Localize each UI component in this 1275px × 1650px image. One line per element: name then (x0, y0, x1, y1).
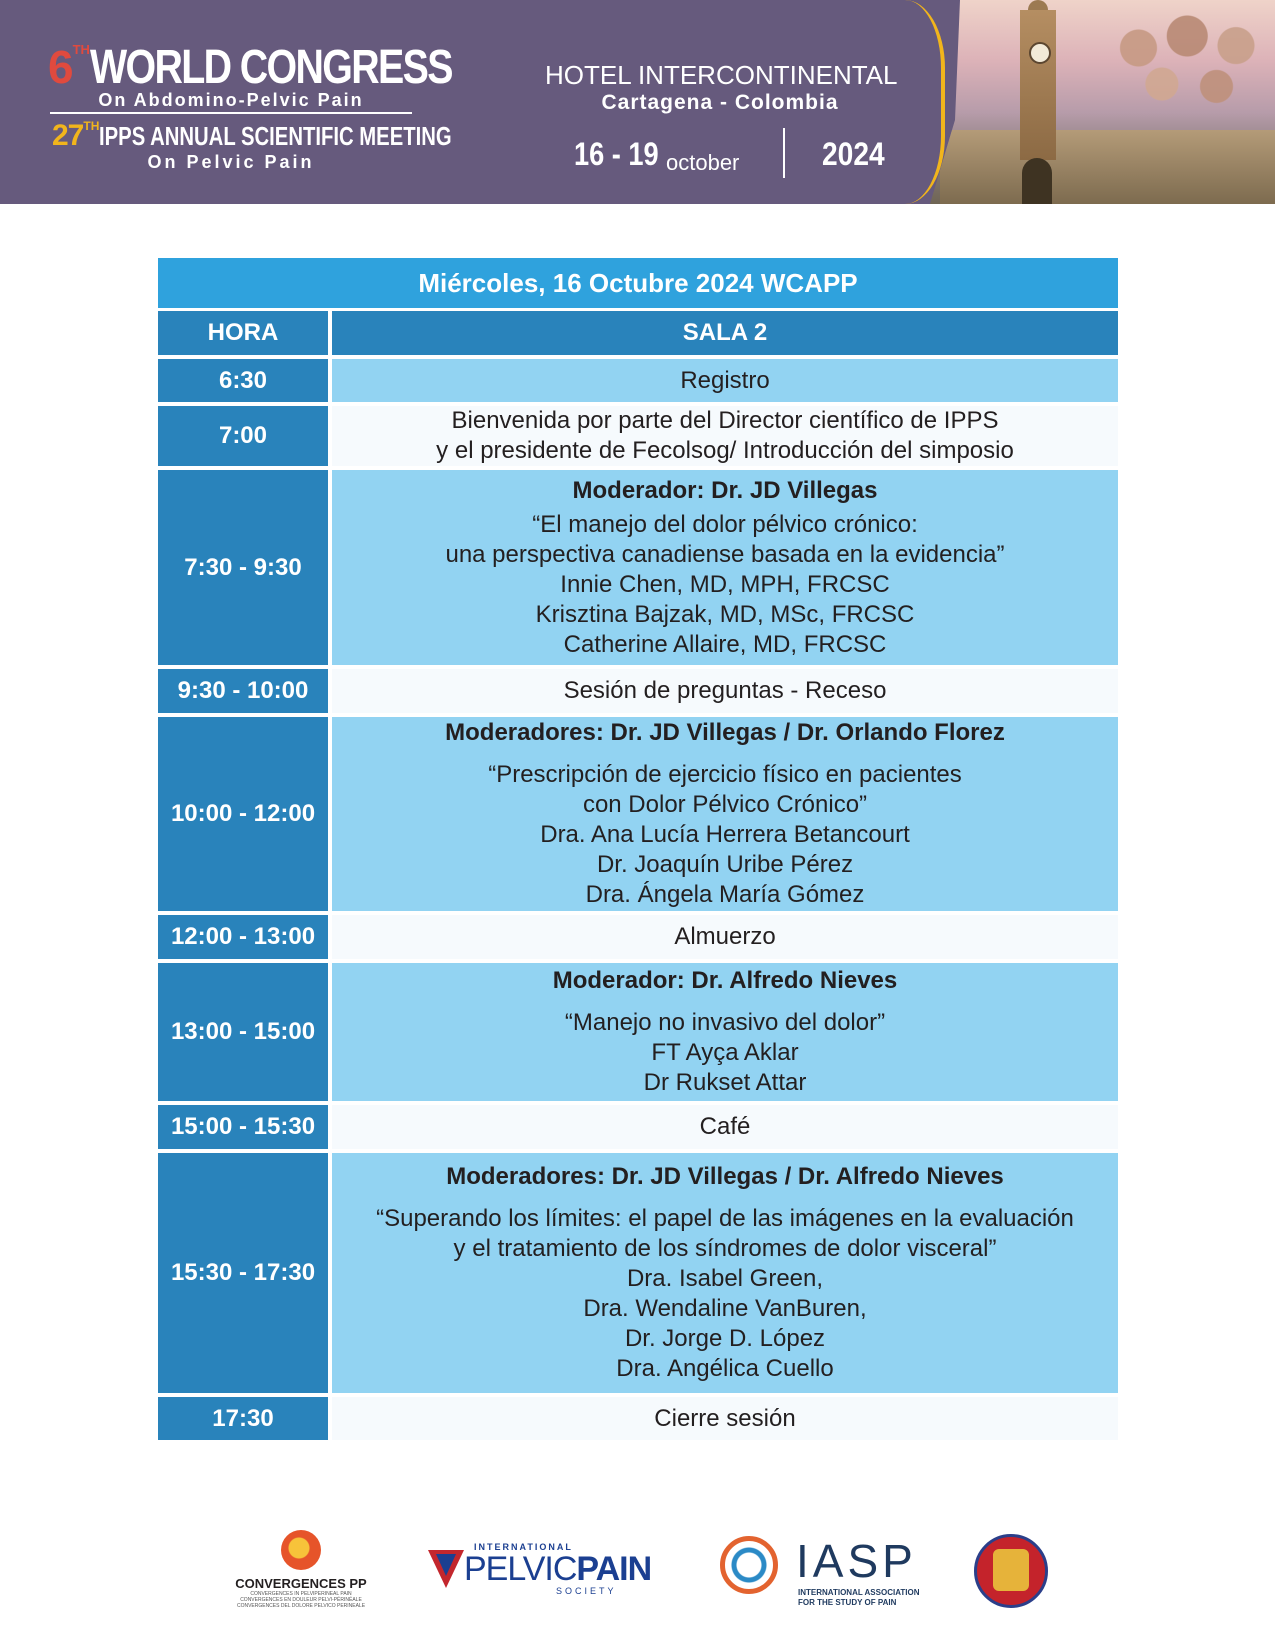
venue-block (545, 60, 898, 115)
schedule-title: Miércoles, 16 Octubre 2024 WCAPP (158, 258, 1118, 308)
convergences-subline: CONVERGENCES DEL DOLORE PELVICO PERINEALE (236, 1603, 366, 1609)
congress-subtitle: On Abdomino-Pelvic Pain (50, 90, 412, 114)
session-title-line: con Dolor Pélvico Crónico” (582, 791, 868, 818)
meeting-number: 27 (52, 119, 84, 152)
row-content (332, 1153, 1118, 1393)
row-time: 17:30 (158, 1397, 328, 1440)
row-time: 7:00 (158, 406, 328, 466)
table-row (158, 406, 1118, 466)
speaker: Dr Rukset Attar (643, 1069, 807, 1096)
iasp-acronym: IASP (796, 1535, 917, 1587)
table-row (158, 1397, 1118, 1440)
speaker: Dra. Wendaline VanBuren, (583, 1295, 867, 1322)
event-dates (574, 136, 740, 175)
clock-icon (1029, 42, 1051, 64)
photo-city-wall (940, 130, 1275, 204)
table-row (158, 359, 1118, 402)
ipps-pain: PAIN (576, 1550, 652, 1588)
row-time: 15:00 - 15:30 (158, 1105, 328, 1149)
header-accent-curve (905, 0, 945, 204)
column-header-room: SALA 2 (332, 311, 1118, 355)
ipps-logo (428, 1542, 652, 1602)
session-moderator: Moderador: Dr. Alfredo Nieves (552, 967, 898, 994)
convergences-subline: CONVERGENCES IN PELVIPERINEAL PAIN (250, 1591, 352, 1597)
congress-number: 6 (48, 41, 73, 93)
row-time: 10:00 - 12:00 (158, 717, 328, 911)
ipps-international: INTERNATIONAL (474, 1542, 573, 1552)
session-title-line: una perspectiva canadiense basada en la evidencia” (445, 540, 1005, 568)
table-row (158, 963, 1118, 1101)
schedule-table (158, 258, 1118, 1444)
iasp-fullname-line: INTERNATIONAL ASSOCIATION (798, 1588, 920, 1597)
session-title-line: “Prescripción de ejercicio físico en pacientes (488, 761, 962, 788)
photo-clock-tower (1020, 10, 1056, 160)
session-title-line: “Manejo no invasivo del dolor” (564, 1009, 886, 1036)
event-header (0, 0, 1275, 204)
schedule-header-row (158, 311, 1118, 355)
speaker: Dra. Ana Lucía Herrera Betancourt (540, 821, 910, 848)
column-header-time: HORA (158, 311, 328, 355)
fecolsog-emblem-icon (993, 1549, 1029, 1591)
meeting-title: IPPS ANNUAL SCIENTIFIC MEETING (99, 121, 453, 151)
session-line: Registro (680, 366, 770, 394)
session-title-line: y el tratamiento de los síndromes de dolor visceral” (453, 1235, 997, 1262)
meeting-subtitle: On Pelvic Pain (147, 152, 315, 172)
event-year: 2024 (822, 136, 885, 172)
row-time: 15:30 - 17:30 (158, 1153, 328, 1393)
speaker: Dr. Jorge D. López (624, 1325, 826, 1352)
speaker: Innie Chen, MD, MPH, FRCSC (560, 570, 890, 598)
speaker: FT Ayça Aklar (651, 1039, 799, 1066)
table-row (158, 915, 1118, 959)
ipps-name (464, 1550, 651, 1589)
table-row (158, 717, 1118, 911)
row-time: 9:30 - 10:00 (158, 669, 328, 713)
event-month: october (666, 150, 740, 175)
congress-logo-title (48, 40, 531, 94)
ipps-pelvic: PELVIC (464, 1550, 577, 1588)
table-row (158, 669, 1118, 713)
ipps-inner-triangle-icon (436, 1554, 456, 1576)
session-moderator: Moderador: Dr. JD Villegas (572, 476, 878, 504)
row-time: 13:00 - 15:00 (158, 963, 328, 1101)
congress-suffix: TH (72, 42, 90, 57)
photo-gate-arch (1022, 158, 1052, 204)
fecolsog-seal (974, 1534, 1048, 1608)
iasp-emblem-icon (720, 1536, 778, 1594)
sponsor-logos (0, 1520, 1275, 1630)
speaker: Dr. Joaquín Uribe Pérez (596, 851, 854, 878)
session-title-line: “El manejo del dolor pélvico crónico: (532, 510, 918, 538)
speaker: Catherine Allaire, MD, FRCSC (563, 630, 887, 658)
session-line: Café (699, 1113, 751, 1140)
convergences-subline: CONVERGENCES EN DOULEUR PELVI-PÉRINÉALE (240, 1597, 362, 1603)
speaker: Dra. Isabel Green, (626, 1265, 824, 1292)
cartagena-photo (930, 0, 1275, 204)
row-content (332, 669, 1118, 713)
iasp-fullname-line: FOR THE STUDY OF PAIN (798, 1598, 897, 1607)
ipps-society: SOCIETY (556, 1586, 617, 1596)
row-content (332, 717, 1118, 911)
row-content (332, 963, 1118, 1101)
venue-city: Cartagena - Colombia (601, 91, 839, 114)
session-line: Bienvenida por parte del Director científico de IPPS (451, 407, 999, 434)
photo-women-group (1080, 0, 1275, 120)
speaker: Dra. Ángela María Gómez (585, 881, 865, 908)
row-content (332, 406, 1118, 466)
table-row (158, 470, 1118, 665)
session-line: y el presidente de Fecolsog/ Introducción del simposio (436, 437, 1014, 464)
speaker: Dra. Angélica Cuello (616, 1355, 834, 1382)
session-line: Almuerzo (674, 923, 776, 950)
session-moderator: Moderadores: Dr. JD Villegas / Dr. Orlando Florez (445, 719, 1005, 746)
convergences-name: CONVERGENCES PP (235, 1576, 367, 1591)
speaker: Krisztina Bajzak, MD, MSc, FRCSC (535, 600, 915, 628)
event-days: 16 - 19 (574, 136, 659, 172)
session-line: Cierre sesión (654, 1404, 796, 1432)
row-time: 6:30 (158, 359, 328, 402)
row-content (332, 470, 1118, 665)
venue-name: HOTEL INTERCONTINENTAL (545, 60, 898, 90)
row-content (332, 359, 1118, 402)
row-time: 7:30 - 9:30 (158, 470, 328, 665)
session-title-line: “Superando los límites: el papel de las imágenes en la evaluación (376, 1205, 1074, 1232)
meeting-logo-title (52, 119, 552, 153)
table-row (158, 1105, 1118, 1149)
session-moderator: Moderadores: Dr. JD Villegas / Dr. Alfredo Nieves (446, 1163, 1004, 1190)
row-content (332, 1105, 1118, 1149)
meeting-suffix: TH (83, 119, 100, 133)
session-line: Sesión de preguntas - Receso (563, 677, 887, 704)
row-content (332, 915, 1118, 959)
row-time: 12:00 - 13:00 (158, 915, 328, 959)
congress-title: WORLD CONGRESS (89, 41, 452, 94)
convergences-logo (226, 1530, 376, 1609)
convergences-emblem-icon (281, 1530, 321, 1570)
row-content (332, 1397, 1118, 1440)
iasp-fullname (798, 1588, 919, 1608)
dates-divider (783, 128, 785, 178)
table-row (158, 1153, 1118, 1393)
iasp-logo (720, 1534, 940, 1614)
